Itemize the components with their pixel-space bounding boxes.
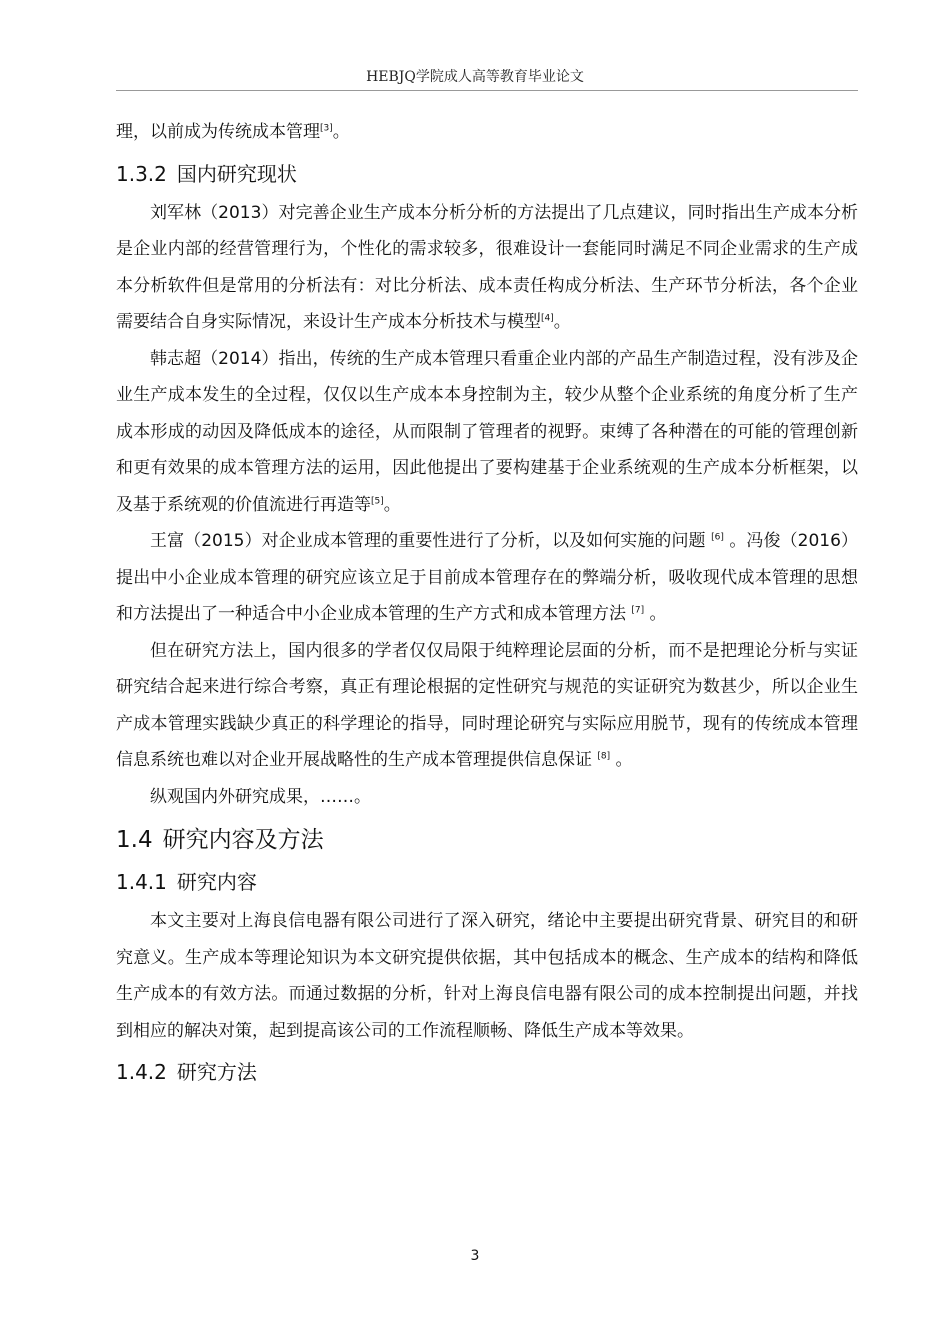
citation-3: [3]: [320, 123, 333, 134]
paragraph-han: 韩志超（2014）指出，传统的生产成本管理只看重企业内部的产品生产制造过程，没有涉及企业生产成本发生的全过程，仅仅以生产成本本身控制为主，较少从整个企业系统的角度分析了生产成本形成的动因及降低成本的途径，从而限制了管理者的视野。束缚了各种潜在的可能的管理创新和更有效果的成本管理方法的运用，因此他提出了要构建基于企业系统观的生产成本分析框架，以及基于系统观的价值流进行再造等[5]。: [116, 348, 858, 515]
paragraph-liu: 刘军林（2013）对完善企业生产成本分析分析的方法提出了几点建议，同时指出生产成本分析是企业内部的经营管理行为，个性化的需求较多，很难设计一套能同时满足不同企业需求的生产成本分析软件但是常用的分析法有：对比分析法、成本责任构成分析法、生产环节分析法，各个企业需要结合自身实际情况，来设计生产成本分析技术与模型[4]。: [116, 202, 858, 332]
citation-7: [7]: [631, 605, 645, 616]
page-number: 3: [470, 1248, 480, 1264]
paragraph-continuation: 理，以前成为传统成本管理[3]。: [116, 122, 350, 142]
running-header: HEBJQ学院成人高等教育毕业论文: [366, 69, 584, 85]
paragraph-methods-critique: 但在研究方法上，国内很多的学者仅仅局限于纯粹理论层面的分析，而不是把理论分析与实证研究结合起来进行综合考察，真正有理论根据的定性研究与规范的实证研究为数甚少，所以企业生产成本管理实践缺少真正的科学理论的指导，同时理论研究与实际应用脱节，现有的传统成本管理信息系统也难以对企业开展战略性的生产成本管理提供信息保证 [8] 。: [116, 640, 858, 770]
citation-8: [8]: [597, 751, 611, 762]
section-heading-1-4-1: 1.4.1 研究内容: [116, 870, 257, 894]
citation-6: [6]: [711, 532, 724, 543]
section-heading-1-4: 1.4 研究内容及方法: [116, 827, 324, 853]
citation-5: [5]: [371, 495, 384, 506]
citation-4: [4]: [541, 313, 554, 324]
paragraph-research-content: 本文主要对上海良信电器有限公司进行了深入研究，绪论中主要提出研究背景、研究目的和研究意义。生产成本等理论知识为本文研究提供依据，其中包括成本的概念、生产成本的结构和降低生产成本的有效方法。而通过数据的分析，针对上海良信电器有限公司的成本控制提出问题，并找到相应的解决对策，起到提高该公司的工作流程顺畅、降低生产成本等效果。: [116, 911, 858, 1041]
paragraph-summary: 纵观国内外研究成果，……。: [150, 786, 371, 807]
header-divider: [116, 90, 858, 91]
section-heading-1-4-2: 1.4.2 研究方法: [116, 1060, 257, 1084]
page-body: [116, 114, 858, 1093]
paragraph-wang-feng: 王富（2015）对企业成本管理的重要性进行了分析，以及如何实施的问题 [6] 。冯俊（2016）提出中小企业成本管理的研究应该立足于目前成本管理存在的弊端分析，吸收现代成本管理的思想和方法提出了一种适合中小企业成本管理的生产方式和成本管理方法 [7] 。: [116, 531, 859, 624]
section-heading-1-3-2: 1.3.2 国内研究现状: [116, 161, 297, 186]
